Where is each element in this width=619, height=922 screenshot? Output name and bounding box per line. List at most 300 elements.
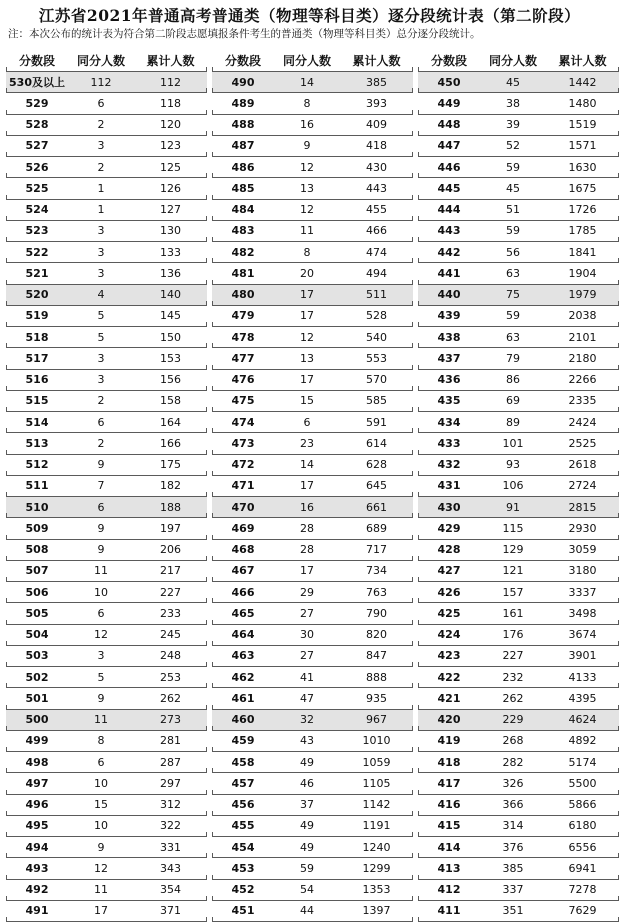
cumulative-cell: 5174	[568, 755, 597, 769]
same-count-cell: 49	[300, 819, 314, 833]
score-cell: 435	[437, 394, 461, 408]
cumulative-cell: 2335	[568, 394, 597, 408]
score-cell: 422	[437, 670, 461, 684]
cumulative-cell: 2930	[568, 521, 597, 535]
table-row	[418, 72, 619, 93]
same-count-cell: 49	[300, 840, 314, 854]
same-count-cell: 1	[97, 181, 105, 195]
same-count-cell: 9	[97, 691, 105, 705]
cumulative-cell: 136	[160, 266, 181, 280]
same-count-cell: 20	[300, 266, 314, 280]
score-cell: 466	[231, 585, 255, 599]
score-cell: 504	[25, 628, 49, 642]
cumulative-cell: 281	[160, 734, 181, 748]
cumulative-cell: 175	[160, 458, 181, 472]
score-cell: 434	[437, 415, 461, 429]
cumulative-cell: 166	[160, 436, 181, 450]
cumulative-cell: 1785	[568, 224, 597, 238]
page-title: 江苏省2021年普通高考普通类（物理等科目类）逐分段统计表（第二阶段）	[38, 6, 581, 25]
table-row	[418, 157, 619, 178]
table-row	[418, 412, 619, 433]
cumulative-cell: 1519	[568, 118, 597, 132]
table-row	[418, 667, 619, 688]
table-row	[6, 285, 207, 306]
cumulative-cell: 1571	[568, 139, 597, 153]
cumulative-cell: 409	[366, 118, 387, 132]
table-row	[418, 497, 619, 518]
cumulative-cell: 591	[366, 415, 387, 429]
cumulative-cell: 935	[366, 691, 387, 705]
table-row	[212, 752, 413, 773]
score-cell: 477	[231, 351, 255, 365]
same-count-cell: 39	[506, 118, 520, 132]
header-same-score-count: 同分人数	[282, 54, 331, 68]
same-count-cell: 27	[300, 649, 314, 663]
cumulative-cell: 5866	[568, 798, 597, 812]
cumulative-cell: 661	[366, 500, 387, 514]
cumulative-cell: 1191	[362, 819, 391, 833]
score-cell: 488	[231, 118, 255, 132]
score-cell: 448	[437, 118, 461, 132]
score-cell: 530及以上	[9, 76, 65, 90]
header-cumulative-count: 累计人数	[146, 54, 195, 68]
cumulative-cell: 1841	[568, 245, 597, 259]
score-cell: 480	[231, 288, 255, 302]
same-count-cell: 13	[300, 181, 314, 195]
cumulative-cell: 689	[366, 521, 387, 535]
same-count-cell: 5	[97, 670, 105, 684]
table-row	[6, 710, 207, 731]
header-score-range: 分数段	[430, 54, 467, 68]
table-row	[6, 221, 207, 242]
table-row	[6, 476, 207, 497]
table-row	[6, 837, 207, 858]
table-row	[212, 115, 413, 136]
cumulative-cell: 1397	[362, 904, 391, 918]
table-row	[212, 306, 413, 327]
cumulative-cell: 2815	[568, 500, 597, 514]
score-cell: 489	[231, 96, 255, 110]
same-count-cell: 376	[502, 840, 524, 854]
cumulative-cell: 3180	[568, 564, 597, 578]
cumulative-cell: 2180	[568, 351, 597, 365]
score-cell: 439	[437, 309, 461, 323]
table-row	[212, 72, 413, 93]
same-count-cell: 9	[303, 139, 311, 153]
cumulative-cell: 262	[160, 691, 181, 705]
table-row	[418, 901, 619, 922]
same-count-cell: 63	[506, 266, 520, 280]
same-count-cell: 17	[300, 564, 314, 578]
cumulative-cell: 888	[366, 670, 387, 684]
table-row	[6, 646, 207, 667]
same-count-cell: 59	[506, 309, 520, 323]
cumulative-cell: 112	[160, 75, 181, 89]
table-row	[418, 625, 619, 646]
same-count-cell: 17	[94, 904, 108, 918]
table-row	[418, 115, 619, 136]
cumulative-cell: 1010	[362, 734, 391, 748]
table-row	[212, 582, 413, 603]
same-count-cell: 11	[300, 224, 314, 238]
same-count-cell: 106	[502, 479, 524, 493]
cumulative-cell: 3674	[568, 628, 597, 642]
same-count-cell: 16	[300, 500, 314, 514]
same-count-cell: 23	[300, 436, 314, 450]
same-count-cell: 337	[502, 883, 524, 897]
score-cell: 514	[25, 415, 49, 429]
same-count-cell: 63	[506, 330, 520, 344]
score-cell: 474	[231, 415, 255, 429]
table-row	[418, 200, 619, 221]
table-row	[418, 582, 619, 603]
score-cell: 522	[25, 245, 49, 259]
same-count-cell: 69	[506, 394, 520, 408]
cumulative-cell: 717	[366, 543, 387, 557]
cumulative-cell: 763	[366, 585, 387, 599]
table-row	[212, 688, 413, 709]
table-row	[212, 518, 413, 539]
cumulative-cell: 1904	[568, 266, 597, 280]
same-count-cell: 3	[97, 245, 105, 259]
same-count-cell: 12	[94, 628, 108, 642]
same-count-cell: 2	[97, 394, 105, 408]
cumulative-cell: 6556	[568, 840, 597, 854]
same-count-cell: 8	[303, 96, 311, 110]
score-cell: 424	[437, 628, 461, 642]
score-cell: 498	[25, 755, 49, 769]
same-count-cell: 282	[502, 755, 524, 769]
score-cell: 485	[231, 181, 255, 195]
table-row	[6, 773, 207, 794]
table-row	[6, 518, 207, 539]
same-count-cell: 13	[300, 351, 314, 365]
score-cell: 416	[437, 798, 461, 812]
cumulative-cell: 130	[160, 224, 181, 238]
table-row	[6, 306, 207, 327]
score-cell: 432	[437, 458, 461, 472]
cumulative-cell: 133	[160, 245, 181, 259]
score-cell: 472	[231, 458, 255, 472]
same-count-cell: 115	[502, 521, 524, 535]
cumulative-cell: 1059	[362, 755, 391, 769]
same-count-cell: 385	[502, 861, 524, 875]
score-cell: 469	[231, 521, 255, 535]
score-cell: 454	[231, 840, 255, 854]
same-count-cell: 6	[97, 606, 105, 620]
score-cell: 445	[437, 181, 461, 195]
same-count-cell: 12	[94, 861, 108, 875]
header-score-range: 分数段	[18, 54, 55, 68]
cumulative-cell: 145	[160, 309, 181, 323]
same-count-cell: 2	[97, 118, 105, 132]
same-count-cell: 11	[94, 713, 108, 727]
same-count-cell: 17	[300, 373, 314, 387]
score-cell: 433	[437, 436, 461, 450]
cumulative-cell: 7629	[568, 904, 597, 918]
score-cell: 490	[231, 75, 255, 89]
score-cell: 450	[437, 75, 461, 89]
table-row	[418, 837, 619, 858]
same-count-cell: 6	[303, 415, 311, 429]
score-cell: 443	[437, 224, 461, 238]
score-cell: 468	[231, 543, 255, 557]
table-header-row	[212, 50, 413, 72]
same-count-cell: 17	[300, 479, 314, 493]
cumulative-cell: 2724	[568, 479, 597, 493]
same-count-cell: 44	[300, 904, 314, 918]
cumulative-cell: 2618	[568, 458, 597, 472]
cumulative-cell: 5500	[568, 776, 597, 790]
score-cell: 463	[231, 649, 255, 663]
same-count-cell: 17	[300, 309, 314, 323]
table-row	[6, 263, 207, 284]
table-row	[6, 157, 207, 178]
table-row	[6, 370, 207, 391]
same-count-cell: 41	[300, 670, 314, 684]
same-count-cell: 59	[506, 224, 520, 238]
cumulative-cell: 140	[160, 288, 181, 302]
cumulative-cell: 1240	[362, 840, 391, 854]
score-cell: 456	[231, 798, 255, 812]
cumulative-cell: 2266	[568, 373, 597, 387]
cumulative-cell: 4892	[568, 734, 597, 748]
cumulative-cell: 253	[160, 670, 181, 684]
score-cell: 494	[25, 840, 49, 854]
table-row	[418, 540, 619, 561]
score-cell: 459	[231, 734, 255, 748]
table-row	[212, 412, 413, 433]
same-count-cell: 8	[303, 245, 311, 259]
score-cell: 475	[231, 394, 255, 408]
table-row	[212, 178, 413, 199]
score-cell: 501	[25, 691, 49, 705]
score-cell: 528	[25, 118, 49, 132]
table-row	[212, 561, 413, 582]
cumulative-cell: 4395	[568, 691, 597, 705]
table-row	[212, 285, 413, 306]
table-row	[212, 667, 413, 688]
cumulative-cell: 126	[160, 181, 181, 195]
score-cell: 411	[437, 904, 461, 918]
cumulative-cell: 2424	[568, 415, 597, 429]
cumulative-cell: 614	[366, 436, 387, 450]
score-cell: 524	[25, 203, 49, 217]
cumulative-cell: 570	[366, 373, 387, 387]
same-count-cell: 112	[90, 75, 112, 89]
same-count-cell: 10	[94, 776, 108, 790]
table-row	[418, 731, 619, 752]
table-row	[212, 816, 413, 837]
cumulative-cell: 7278	[568, 883, 597, 897]
table-row	[418, 688, 619, 709]
same-count-cell: 7	[97, 479, 105, 493]
same-count-cell: 17	[300, 288, 314, 302]
table-row	[6, 455, 207, 476]
same-count-cell: 3	[97, 351, 105, 365]
same-count-cell: 2	[97, 436, 105, 450]
same-count-cell: 10	[94, 585, 108, 599]
score-cell: 478	[231, 330, 255, 344]
score-cell: 505	[25, 606, 49, 620]
cumulative-cell: 287	[160, 755, 181, 769]
score-cell: 436	[437, 373, 461, 387]
table-row	[212, 157, 413, 178]
table-row	[6, 497, 207, 518]
same-count-cell: 28	[300, 543, 314, 557]
score-cell: 517	[25, 351, 49, 365]
cumulative-cell: 156	[160, 373, 181, 387]
score-cell: 486	[231, 160, 255, 174]
cumulative-cell: 645	[366, 479, 387, 493]
cumulative-cell: 123	[160, 139, 181, 153]
score-cell: 464	[231, 628, 255, 642]
table-row	[6, 858, 207, 879]
header-cumulative-count: 累计人数	[352, 54, 401, 68]
table-row	[212, 433, 413, 454]
cumulative-cell: 354	[160, 883, 181, 897]
score-cell: 462	[231, 670, 255, 684]
table-row	[6, 136, 207, 157]
score-table-column	[418, 50, 619, 922]
table-row	[418, 455, 619, 476]
same-count-cell: 9	[97, 840, 105, 854]
cumulative-cell: 233	[160, 606, 181, 620]
score-cell: 479	[231, 309, 255, 323]
score-cell: 438	[437, 330, 461, 344]
score-cell: 461	[231, 691, 255, 705]
same-count-cell: 3	[97, 139, 105, 153]
score-cell: 447	[437, 139, 461, 153]
score-cell: 446	[437, 160, 461, 174]
same-count-cell: 14	[300, 458, 314, 472]
score-cell: 491	[25, 904, 49, 918]
table-row	[6, 433, 207, 454]
same-count-cell: 268	[502, 734, 524, 748]
cumulative-cell: 312	[160, 798, 181, 812]
table-row	[418, 370, 619, 391]
table-row	[6, 93, 207, 114]
score-cell: 509	[25, 521, 49, 535]
same-count-cell: 6	[97, 500, 105, 514]
same-count-cell: 232	[502, 670, 524, 684]
cumulative-cell: 206	[160, 543, 181, 557]
same-count-cell: 28	[300, 521, 314, 535]
table-row	[6, 327, 207, 348]
score-cell: 412	[437, 883, 461, 897]
table-row	[418, 391, 619, 412]
table-row	[6, 348, 207, 369]
same-count-cell: 6	[97, 96, 105, 110]
same-count-cell: 16	[300, 118, 314, 132]
cumulative-cell: 343	[160, 861, 181, 875]
same-count-cell: 3	[97, 224, 105, 238]
same-count-cell: 5	[97, 309, 105, 323]
score-cell: 483	[231, 224, 255, 238]
same-count-cell: 79	[506, 351, 520, 365]
score-cell: 492	[25, 883, 49, 897]
cumulative-cell: 127	[160, 203, 181, 217]
table-row	[6, 816, 207, 837]
score-cell: 431	[437, 479, 461, 493]
score-cell: 499	[25, 734, 49, 748]
cumulative-cell: 6180	[568, 819, 597, 833]
score-cell: 481	[231, 266, 255, 280]
same-count-cell: 4	[97, 288, 105, 302]
table-row	[418, 306, 619, 327]
score-cell: 423	[437, 649, 461, 663]
same-count-cell: 38	[506, 96, 520, 110]
table-row	[6, 391, 207, 412]
table-row	[418, 603, 619, 624]
same-count-cell: 49	[300, 755, 314, 769]
score-cell: 437	[437, 351, 461, 365]
same-count-cell: 30	[300, 628, 314, 642]
cumulative-cell: 158	[160, 394, 181, 408]
same-count-cell: 47	[300, 691, 314, 705]
cumulative-cell: 227	[160, 585, 181, 599]
header-same-score-count: 同分人数	[488, 54, 537, 68]
cumulative-cell: 188	[160, 500, 181, 514]
same-count-cell: 15	[94, 798, 108, 812]
table-row	[212, 625, 413, 646]
table-row	[212, 221, 413, 242]
cumulative-cell: 494	[366, 266, 387, 280]
table-row	[6, 561, 207, 582]
cumulative-cell: 385	[366, 75, 387, 89]
table-row	[212, 901, 413, 922]
same-count-cell: 1	[97, 203, 105, 217]
same-count-cell: 161	[502, 606, 524, 620]
cumulative-cell: 273	[160, 713, 181, 727]
same-count-cell: 12	[300, 203, 314, 217]
cumulative-cell: 371	[160, 904, 181, 918]
score-cell: 526	[25, 160, 49, 174]
table-row	[212, 837, 413, 858]
table-row	[212, 93, 413, 114]
cumulative-cell: 1979	[568, 288, 597, 302]
score-cell: 442	[437, 245, 461, 259]
table-row	[418, 433, 619, 454]
cumulative-cell: 511	[366, 288, 387, 302]
cumulative-cell: 847	[366, 649, 387, 663]
same-count-cell: 9	[97, 543, 105, 557]
same-count-cell: 75	[506, 288, 520, 302]
table-row	[418, 710, 619, 731]
same-count-cell: 46	[300, 776, 314, 790]
score-cell: 473	[231, 436, 255, 450]
score-cell: 470	[231, 500, 255, 514]
table-row	[212, 476, 413, 497]
score-table-column	[6, 50, 207, 922]
header-same-score-count: 同分人数	[76, 54, 125, 68]
cumulative-cell: 540	[366, 330, 387, 344]
same-count-cell: 52	[506, 139, 520, 153]
score-cell: 525	[25, 181, 49, 195]
table-row	[212, 200, 413, 221]
table-row	[418, 327, 619, 348]
table-row	[212, 858, 413, 879]
cumulative-cell: 120	[160, 118, 181, 132]
cumulative-cell: 474	[366, 245, 387, 259]
score-cell: 441	[437, 266, 461, 280]
score-cell: 523	[25, 224, 49, 238]
same-count-cell: 3	[97, 373, 105, 387]
table-row	[6, 880, 207, 901]
score-cell: 476	[231, 373, 255, 387]
table-row	[212, 497, 413, 518]
table-row	[6, 115, 207, 136]
